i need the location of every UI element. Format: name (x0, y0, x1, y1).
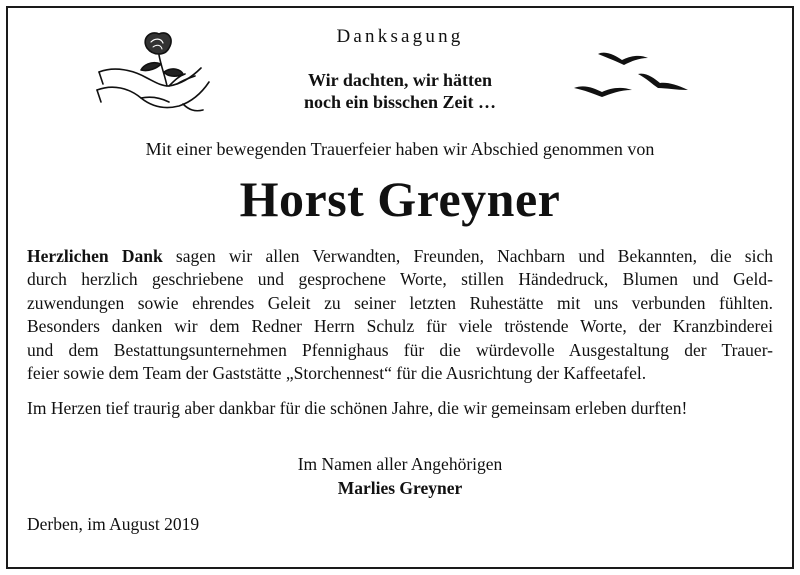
body-line: Besonders danken wir dem Redner Herrn Schulz für viele tröstende Worte, der Kranzbinderei (27, 316, 773, 337)
quote-line: noch ein bisschen Zeit … (303, 92, 497, 112)
body-line (27, 245, 773, 268)
body-line: zuwendungen sowie ehrendes Geleit zu seiner letzten Ruhestätte mit uns verbunden fühlten. (27, 292, 773, 313)
signer-name: Marlies Greyner (337, 478, 463, 498)
signoff (0, 452, 800, 500)
closing-sentence: Im Herzen tief traurig aber dankbar für die schönen Jahre, die wir gemeinsam erleben durften! (27, 398, 688, 418)
memorial-quote (0, 69, 800, 113)
body-line: und dem Bestattungsunternehmen Pfennighaus für die würdevolle Ausgestaltung der Trauer- (27, 339, 773, 360)
thanks-paragraph (27, 245, 773, 385)
signoff-line: Im Namen aller Angehörigen (297, 454, 503, 474)
thanks-lead: Herzlichen Dank (27, 246, 163, 266)
body-line-text: sagen wir allen Verwandten, Freunden, Nachbarn und Bekannten, die sich (162, 246, 773, 266)
notice-heading: Danksagung (336, 26, 464, 47)
body-line: feier sowie dem Team der Gaststätte „Storchennest“ für die Ausrichtung der Kaffeetafel. (27, 363, 647, 384)
intro-text: Mit einer bewegenden Trauerfeier haben wir Abschied genommen von (145, 139, 655, 159)
place-and-date: Derben, im August 2019 (27, 514, 200, 534)
body-line: durch herzlich geschriebene und gesprochene Worte, stillen Händedruck, Blumen und Geld- (27, 269, 773, 290)
quote-line: Wir dachten, wir hätten (307, 70, 492, 90)
deceased-name: Horst Greyner (239, 171, 561, 227)
